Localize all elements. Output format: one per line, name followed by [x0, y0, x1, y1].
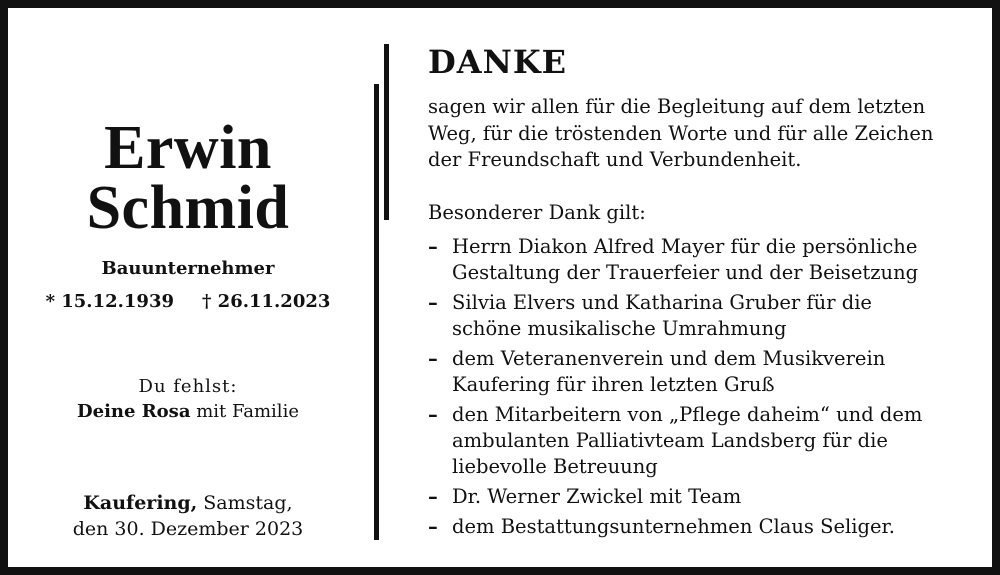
- list-item-line: dem Veteranenverein und dem Musikverein: [452, 346, 886, 370]
- list-item-line: Silvia Elvers und Katharina Gruber für die: [452, 290, 872, 314]
- list-item: [428, 346, 968, 398]
- list-item: [428, 514, 968, 540]
- list-item-line: schöne musikalische Umrahmung: [452, 316, 787, 340]
- life-dates: [28, 291, 348, 312]
- dash-bullet: –: [428, 290, 438, 314]
- place-date: [28, 490, 348, 542]
- dash-bullet: –: [428, 402, 438, 426]
- list-item-line: liebevolle Betreuung: [452, 454, 658, 478]
- divider-line-top: [384, 44, 389, 220]
- deceased-last-name: Schmid: [86, 174, 290, 242]
- dash-bullet: –: [428, 234, 438, 258]
- intro-line: der Freundschaft und Verbundenheit.: [428, 148, 802, 171]
- list-item-line: Dr. Werner Zwickel mit Team: [452, 484, 742, 508]
- birth-date: * 15.12.1939: [45, 291, 174, 312]
- mourners-line: [28, 401, 348, 422]
- list-item-line: Gestaltung der Trauerfeier und der Beisetzung: [452, 260, 919, 284]
- deceased-panel: [28, 114, 348, 542]
- thanks-list: [428, 234, 968, 540]
- divider-line-bottom: [374, 84, 379, 540]
- dash-bullet: –: [428, 484, 438, 508]
- dash-bullet: –: [428, 514, 438, 538]
- list-item-line: Kaufering für ihren letzten Gruß: [452, 372, 775, 396]
- list-item-line: den Mitarbeitern von „Pflege daheim“ und dem: [452, 402, 923, 426]
- thanks-panel: [428, 40, 968, 544]
- list-item: [428, 290, 968, 342]
- weekday: Samstag,: [197, 492, 293, 514]
- list-item: [428, 402, 968, 480]
- thanks-intro: [428, 94, 968, 174]
- list-item-line: ambulanten Palliativteam Landsberg für die: [452, 428, 888, 452]
- intro-line: sagen wir allen für die Begleitung auf dem letzten: [428, 95, 926, 118]
- special-thanks-label: Besonderer Dank gilt:: [428, 200, 646, 224]
- missed-line: Du fehlst:: [138, 376, 238, 397]
- deceased-occupation: Bauunternehmer: [101, 258, 275, 279]
- list-item: [428, 484, 968, 510]
- intro-line: Weg, für die tröstenden Worte und für alle Zeichen: [428, 121, 934, 145]
- date: den 30. Dezember 2023: [72, 518, 304, 540]
- place: Kaufering,: [83, 492, 198, 514]
- thanks-heading: DANKE: [428, 43, 568, 81]
- mourners-names: Deine Rosa: [77, 401, 191, 422]
- dash-bullet: –: [428, 346, 438, 370]
- mourners-suffix: mit Familie: [190, 401, 299, 422]
- deceased-first-name: Erwin: [104, 114, 272, 182]
- death-date: † 26.11.2023: [202, 291, 331, 312]
- list-item: [428, 234, 968, 286]
- list-item-line: Herrn Diakon Alfred Mayer für die persönliche: [452, 234, 918, 258]
- list-item-line: dem Bestattungsunternehmen Claus Seliger.: [452, 514, 895, 538]
